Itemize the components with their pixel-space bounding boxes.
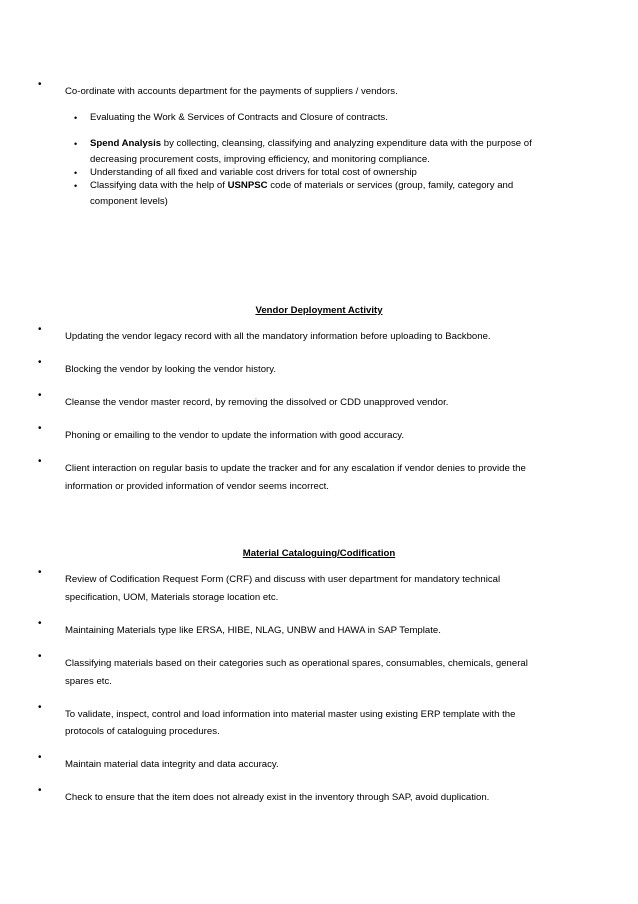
section-heading-vendor: Vendor Deployment Activity [255,305,383,316]
bullet: • [38,390,42,401]
sub-bullet: • [74,113,78,123]
list-item: information or provided information of vendor seems incorrect. [65,481,329,492]
top-item-text: Co-ordinate with accounts department for the payments of suppliers / vendors. [65,86,398,97]
list-item: spares etc. [65,676,112,687]
list-item: Review of Codification Request Form (CRF) and discuss with user department for mandatory technical [65,574,501,585]
sub-item-text [90,180,513,192]
list-item: Client interaction on regular basis to update the tracker and for any escalation if vendor denies to provide the [65,463,526,474]
sub-item-text [90,138,532,150]
list-item: Maintain material data integrity and data accuracy. [65,759,279,770]
list-item: Cleanse the vendor master record, by removing the dissolved or CDD unapproved vendor. [65,397,449,408]
sub-bullet: • [74,168,78,178]
bullet: • [38,785,42,796]
list-item: protocols of cataloguing procedures. [65,726,220,737]
bold-term: USNPSC [227,180,268,191]
bold-term: Spend Analysis [90,138,162,149]
bullet: • [38,423,42,434]
bullet: • [38,324,42,335]
section-heading-material: Material Cataloguing/Codification [242,548,396,559]
sub-bullet: • [74,139,78,149]
bullet: • [38,357,42,368]
bullet: • [38,702,42,713]
bullet: • [38,456,42,467]
sub-item-text: Evaluating the Work & Services of Contracts and Closure of contracts. [90,112,388,123]
list-item: Check to ensure that the item does not already exist in the inventory through SAP, avoid duplication. [65,792,490,803]
bullet: • [38,79,42,90]
bullet: • [38,752,42,763]
sub-item-text: Understanding of all fixed and variable cost drivers for total cost of ownership [90,167,417,178]
bullet: • [38,651,42,662]
list-item: Blocking the vendor by looking the vendor history. [65,364,277,375]
list-item: Maintaining Materials type like ERSA, HIBE, NLAG, UNBW and HAWA in SAP Template. [65,625,441,636]
sub-item-text-pre: Classifying data with the help of [90,180,228,191]
bullet: • [38,567,42,578]
list-item: To validate, inspect, control and load information into material master using existing ERP template with the [65,709,516,720]
list-item: Updating the vendor legacy record with all the mandatory information before uploading to Backbone. [65,331,491,342]
sub-item-text-rest: by collecting, cleansing, classifying and analyzing expenditure data with the purpose of [161,138,532,149]
sub-item-text-rest: code of materials or services (group, family, category and [267,180,514,191]
sub-item-text: component levels) [90,196,168,207]
list-item: Classifying materials based on their categories such as operational spares, consumables, chemicals, general [65,658,528,669]
sub-bullet: • [74,181,78,191]
list-item: Phoning or emailing to the vendor to update the information with good accuracy. [65,430,405,441]
list-item: specification, UOM, Materials storage location etc. [65,592,279,603]
sub-item-text: decreasing procurement costs, improving efficiency, and monitoring compliance. [90,154,430,165]
bullet: • [38,618,42,629]
